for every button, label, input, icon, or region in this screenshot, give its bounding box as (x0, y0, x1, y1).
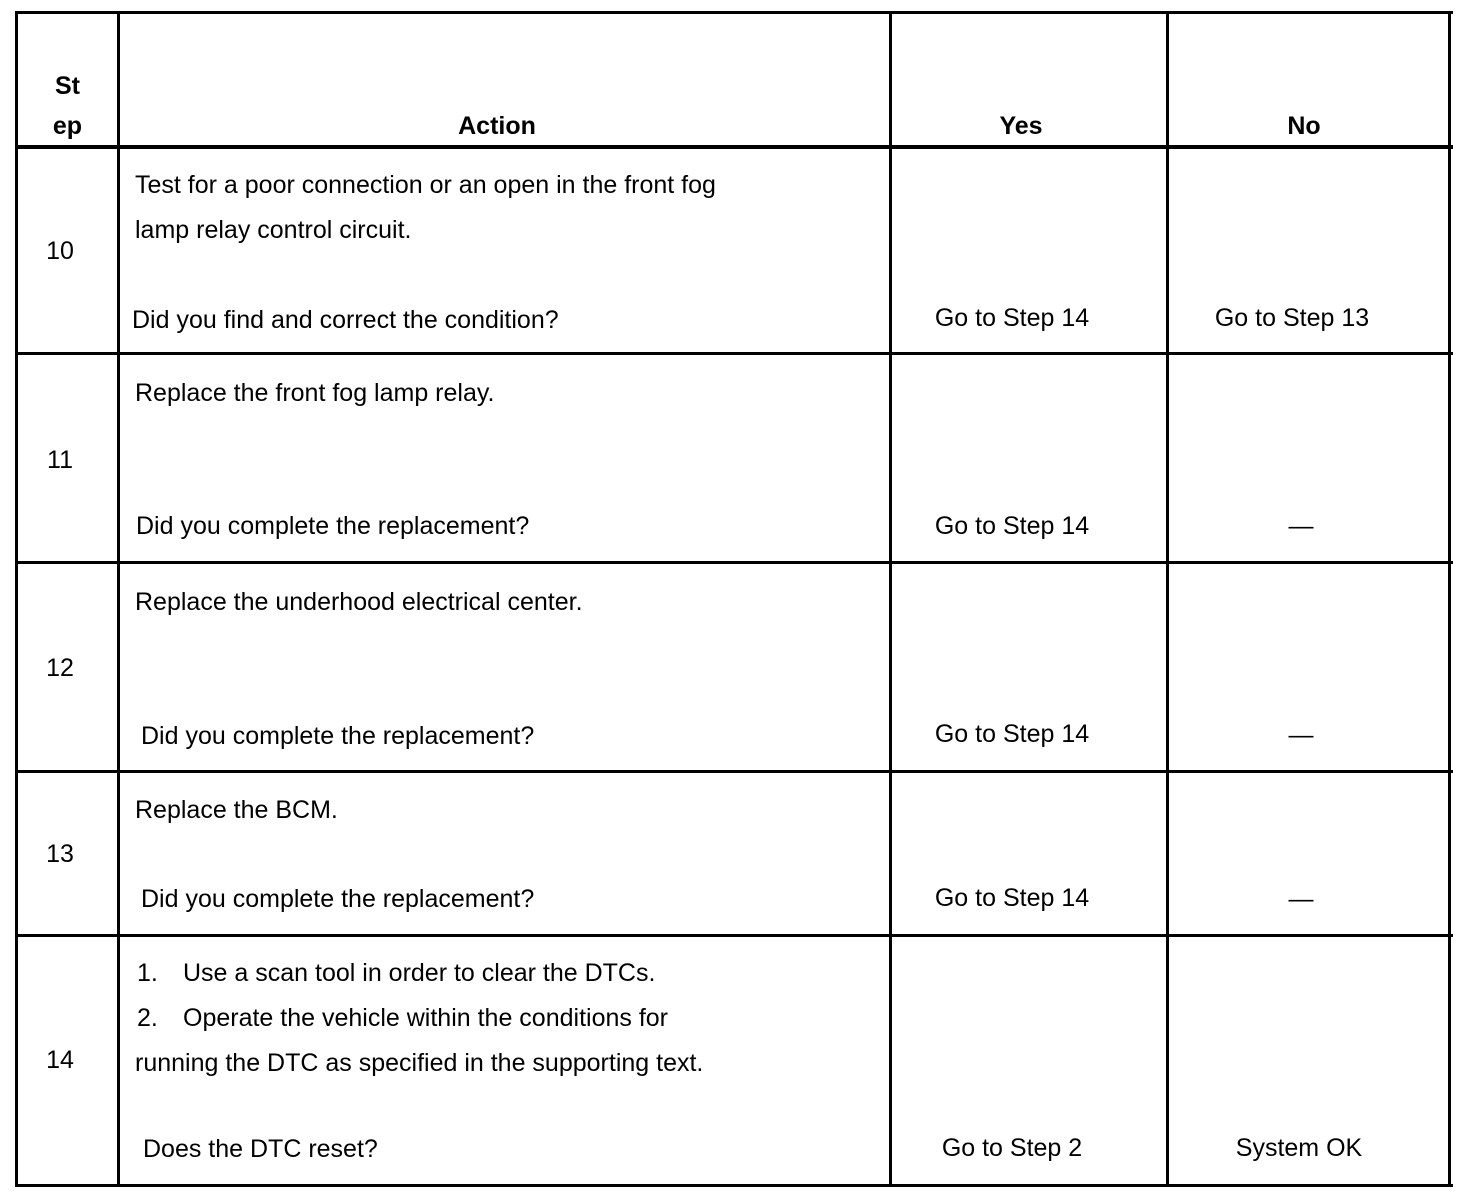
yes-result: Go to Step 14 (934, 884, 1090, 912)
no-result: — (1288, 512, 1314, 540)
step-number: 11 (47, 446, 73, 474)
action-question: Did you complete the replacement? (141, 722, 535, 750)
row-rule (15, 352, 1453, 355)
action-text: lamp relay control circuit. (135, 216, 412, 244)
yes-result: Go to Step 14 (934, 512, 1090, 540)
table-rule-bottom (15, 1184, 1453, 1187)
action-question: Did you find and correct the condition? (132, 306, 559, 334)
header-yes: Yes (999, 112, 1043, 140)
header-step-line1: St (55, 72, 80, 100)
no-result: — (1288, 721, 1314, 749)
action-question: Does the DTC reset? (143, 1135, 378, 1163)
column-rule (1166, 11, 1169, 1187)
no-result: System OK (1235, 1134, 1363, 1162)
step-number: 13 (46, 840, 74, 868)
column-rule (117, 11, 120, 1187)
action-text: Replace the BCM. (135, 796, 338, 824)
step-number: 14 (46, 1046, 74, 1074)
header-action: Action (458, 112, 536, 140)
table-rule-top (15, 11, 1453, 14)
header-rule (15, 145, 1453, 149)
yes-result: Go to Step 14 (934, 720, 1090, 748)
action-text: Replace the front fog lamp relay. (135, 379, 495, 407)
row-rule (15, 934, 1453, 937)
action-question: Did you complete the replacement? (136, 512, 530, 540)
header-step-line2: ep (52, 112, 83, 140)
list-item-text: running the DTC as specified in the supporting text. (135, 1049, 704, 1077)
row-rule (15, 770, 1453, 773)
action-text: Replace the underhood electrical center. (135, 588, 583, 616)
list-item-number: 1. (137, 959, 158, 987)
column-rule-left (15, 11, 18, 1187)
action-text: Test for a poor connection or an open in the front fog (135, 171, 716, 199)
list-item-text: Operate the vehicle within the conditions for (183, 1004, 668, 1032)
list-item-number: 2. (137, 1004, 158, 1032)
no-result: Go to Step 13 (1214, 304, 1370, 332)
step-number: 10 (46, 237, 74, 265)
header-no: No (1287, 112, 1321, 140)
step-number: 12 (46, 654, 74, 682)
yes-result: Go to Step 14 (934, 304, 1090, 332)
yes-result: Go to Step 2 (941, 1134, 1083, 1162)
column-rule-right (1448, 11, 1451, 1187)
column-rule (889, 11, 892, 1187)
action-question: Did you complete the replacement? (141, 885, 535, 913)
no-result: — (1288, 885, 1314, 913)
row-rule (15, 561, 1453, 564)
list-item-text: Use a scan tool in order to clear the DTCs. (183, 959, 656, 987)
